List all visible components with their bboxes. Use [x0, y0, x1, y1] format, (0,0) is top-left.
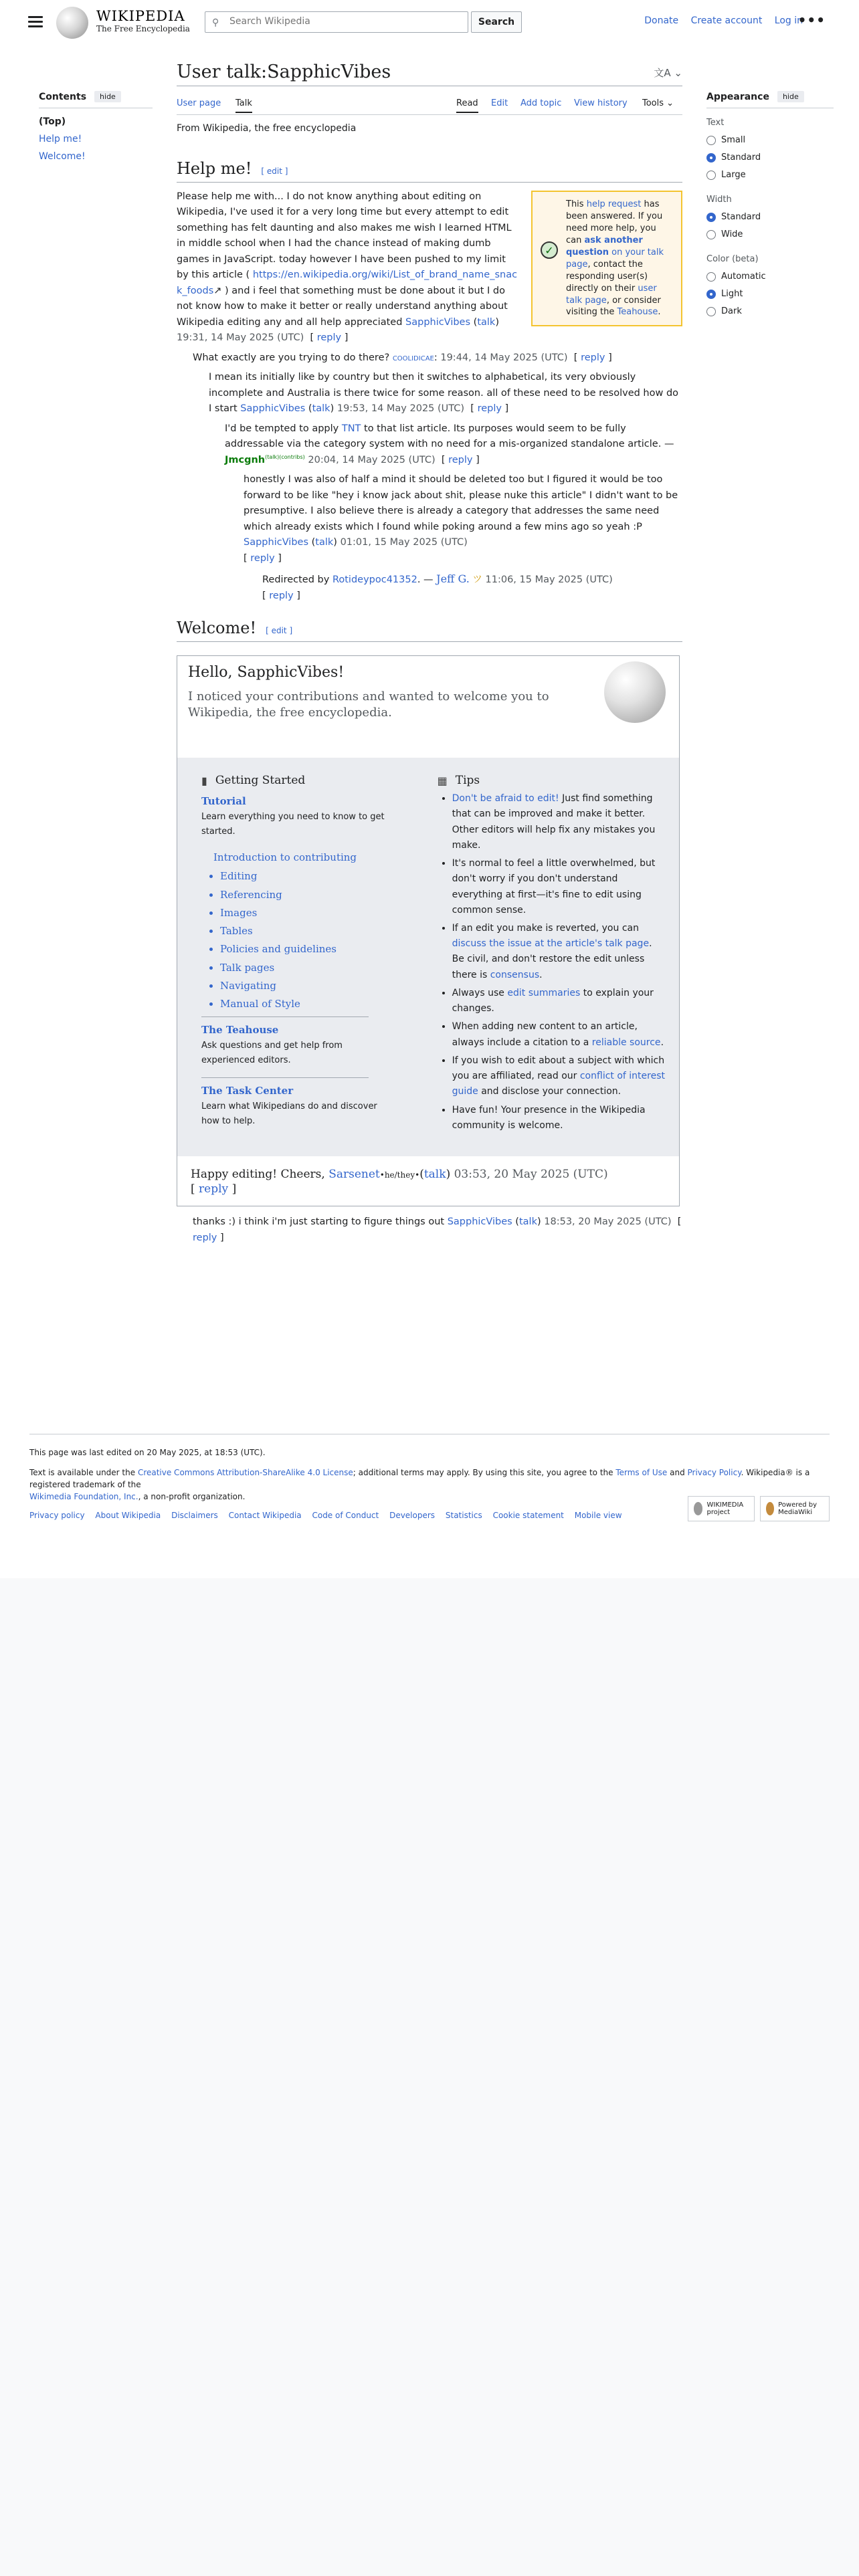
reliable-source-link[interactable]: reliable source: [591, 1037, 661, 1048]
tools-label: Tools: [642, 98, 664, 108]
wikipedia-wordmark[interactable]: [96, 8, 190, 33]
book-icon: ▮: [201, 774, 207, 787]
check-mark-icon: ✓: [541, 241, 558, 259]
chevron-down-icon: ⌄: [666, 98, 674, 108]
footer-link[interactable]: Mobile view: [574, 1511, 622, 1520]
task-center-link[interactable]: The Task Center: [201, 1084, 294, 1097]
getting-started-list: [201, 867, 397, 1013]
user-talk-page-link[interactable]: user talk page: [566, 283, 657, 306]
tab-tools[interactable]: [642, 98, 674, 108]
terms-link[interactable]: Terms of Use: [615, 1468, 668, 1477]
user-name: Jmcgnh: [225, 454, 266, 465]
timestamp: 18:53, 20 May 2025 (UTC): [544, 1216, 672, 1228]
ask-another-question-link[interactable]: ask another question: [566, 235, 643, 257]
tab-add-topic[interactable]: Add topic: [520, 98, 562, 108]
title-row: [177, 59, 682, 86]
footer-link[interactable]: Code of Conduct: [312, 1511, 379, 1520]
edit-summaries-link[interactable]: edit summaries: [507, 987, 581, 998]
divider: [201, 1016, 369, 1017]
tip-text: Just find something that can be improved and make it better. Other editors will help fix any mistakes you make.: [452, 793, 656, 851]
tip-text: Always use: [452, 987, 508, 998]
page-tabs: [177, 92, 682, 115]
list-item[interactable]: • Talk pages: [220, 959, 397, 977]
list-item[interactable]: • Navigating: [220, 977, 397, 995]
talk-superscript[interactable]: (talk): [265, 453, 280, 460]
toc-item-welcome[interactable]: Welcome!: [39, 151, 86, 162]
option-label: Standard: [721, 212, 761, 222]
comment-coolidicae: What exactly are you trying to do there? COOLIDICAE: 19:44, 14 May 2025 (UTC) [ reply ]: [193, 352, 612, 363]
text-size-small[interactable]: [706, 135, 834, 145]
logo-word: WIKIPEDIA: [96, 8, 185, 24]
list-item: [452, 791, 666, 853]
footer-text: and: [667, 1468, 688, 1477]
task-center-description: Learn what Wikipedians do and discover how to help.: [201, 1101, 377, 1126]
wmf-link[interactable]: Wikimedia Foundation, Inc.: [29, 1492, 138, 1501]
your-talk-page-link[interactable]: on your talk page: [566, 247, 664, 270]
footer-link[interactable]: Cookie statement: [492, 1511, 564, 1520]
list-item[interactable]: • Editing: [220, 867, 397, 885]
radio-button[interactable]: [706, 171, 716, 180]
comment-text: I'd be tempted to apply: [225, 423, 342, 434]
tab-user-page[interactable]: User page: [177, 98, 221, 108]
search-box[interactable]: [205, 11, 468, 33]
discuss-issue-link[interactable]: discuss the issue at the article's talk page: [452, 938, 650, 950]
books-icon: ▦: [437, 774, 448, 787]
user-link[interactable]: Jeff G.: [436, 572, 470, 586]
consensus-link[interactable]: consensus: [490, 969, 540, 980]
user-link[interactable]: SapphicVibes: [447, 1216, 512, 1228]
notice-text: , contact the responding user(s) directly on their: [566, 259, 648, 294]
logo-tagline: The Free Encyclopedia: [96, 24, 190, 33]
color-dark[interactable]: [706, 306, 834, 316]
width-label: Width: [706, 195, 732, 205]
welcome-closing: Happy editing! Cheers, Sarsenet•he/they•(talk) 03:53, 20 May 2025 (UTC) [ reply ]: [191, 1168, 608, 1196]
welcome-box: [177, 655, 680, 1206]
talk-link[interactable]: talk: [518, 1216, 537, 1228]
user-link[interactable]: SapphicVibes: [405, 316, 471, 328]
reply-link[interactable]: reply: [269, 590, 294, 601]
comment-text: Please help me with... I do not know anything about editing on Wikipedia, I've used it for a very long time but every attempt to edit something has felt daunting and also makes me wish I learned HTML in middle school when I had the chance instead of making dumb games in JavaScript. today however I have been pushed to my limit by this article (: [177, 191, 512, 281]
tips-list: [438, 791, 666, 1134]
list-item: [452, 921, 666, 983]
text-size-standard[interactable]: [706, 152, 834, 163]
comment-sapphicvibes-4: thanks :) i think i'm just starting to figure things out SapphicVibes (talk) 18:53, 20 May 2025 (UTC) [ reply ]: [193, 1216, 682, 1243]
list-item: [452, 1053, 666, 1100]
reply-link[interactable]: reply: [581, 352, 605, 363]
language-icon[interactable]: 文A ⌄: [654, 67, 682, 79]
list-item: • It's normal to feel a little overwhelmed, but don't worry if you don't understand everything at first—it's fine to edit using common sense.: [452, 856, 666, 918]
getting-started-column: [191, 774, 397, 1136]
reply-link[interactable]: reply: [199, 1182, 229, 1196]
heading-text: Help me!: [177, 159, 252, 178]
tips-header: [438, 774, 666, 787]
toc-item-help-me[interactable]: Help me!: [39, 134, 82, 144]
page-title: User talk:SapphicVibes: [177, 62, 391, 82]
notice-text: .: [658, 307, 661, 318]
radio-button-selected[interactable]: [706, 290, 716, 299]
footer-link[interactable]: Disclaimers: [171, 1511, 218, 1520]
option-label: Small: [721, 135, 746, 145]
teahouse-link[interactable]: Teahouse: [617, 307, 658, 318]
reply-link[interactable]: reply: [477, 403, 502, 415]
reply-link[interactable]: reply: [193, 1232, 217, 1243]
more-options-icon[interactable]: •••: [797, 12, 826, 28]
table-of-contents: [39, 91, 153, 162]
tips-column: [438, 774, 666, 1136]
powered-by-mediawiki-badge[interactable]: [760, 1496, 830, 1521]
radio-button[interactable]: [706, 307, 716, 316]
tip-text: .: [660, 1037, 664, 1048]
help-request-notice: [531, 191, 682, 326]
welcome-header: [177, 656, 679, 758]
heading-text: Welcome!: [177, 619, 257, 638]
color-automatic[interactable]: [706, 272, 834, 282]
teahouse-link[interactable]: The Teahouse: [201, 1023, 279, 1036]
appearance-title: Appearance: [706, 91, 769, 102]
welcome-columns: [177, 758, 679, 1156]
introduction-link[interactable]: Introduction to contributing: [213, 851, 357, 864]
tip-text: to explain your changes.: [452, 987, 654, 1014]
list-item: • Have fun! Your presence in the Wikipedia community is welcome.: [452, 1103, 666, 1134]
log-in-link[interactable]: Log in: [774, 15, 803, 26]
notice-text: This: [566, 199, 587, 209]
comment-text: Redirected by: [262, 574, 332, 586]
getting-started-header: [201, 774, 397, 787]
radio-button-selected[interactable]: [706, 153, 716, 163]
option-label: Standard: [721, 152, 761, 163]
comment-text: What exactly are you trying to do there?: [193, 352, 393, 363]
radio-button-selected[interactable]: [706, 213, 716, 222]
list-item: [452, 986, 666, 1016]
search-input[interactable]: [228, 15, 458, 27]
main-content: [177, 59, 682, 1246]
width-standard[interactable]: [706, 212, 834, 222]
tnt-link[interactable]: TNT: [341, 423, 361, 434]
tab-read[interactable]: Read: [456, 98, 478, 113]
radio-button[interactable]: [706, 136, 716, 145]
option-label: Large: [721, 170, 746, 180]
comment-text: honestly I was also of half a mind it should be deleted too but I figured it would be too forward to be like "hey i know jack about shit, please nuke this article" I didn't want to be presumptive. I also believe there is already a category that addresses the same need which already exists which I found while poking around a few mins ago so yeah :P: [244, 474, 678, 532]
external-article-link[interactable]: https://en.wikipedia.org/wiki/List_of_brand_name_snack_foods: [177, 270, 518, 296]
option-label: Wide: [721, 229, 743, 239]
text-size-label: Text: [706, 118, 725, 128]
comment-text: thanks :) i think i'm just starting to figure things out: [193, 1216, 448, 1228]
donate-link[interactable]: Donate: [644, 15, 679, 26]
talk-link[interactable]: talk: [477, 316, 496, 328]
timestamp: 01:01, 15 May 2025 (UTC): [340, 537, 468, 548]
footer-text: , a non-profit organization.: [138, 1492, 246, 1501]
footer-link[interactable]: Contact Wikipedia: [228, 1511, 302, 1520]
reply-link[interactable]: reply: [316, 332, 342, 344]
talk-link[interactable]: talk: [315, 537, 334, 548]
badge-text: Powered by MediaWiki: [778, 1501, 818, 1516]
color-light[interactable]: [706, 289, 834, 299]
reply-link[interactable]: reply: [250, 552, 275, 564]
comment-jmcgnh: I'd be tempted to apply TNT to that list article. Its purposes would seem to be fully addressable via the category system with no need for a mis-organized standalone article. — Jmcgnh$^{(talk)(contribs)}$ 20:04, 14 May 2025 (UTC) [ reply ]: [225, 423, 674, 465]
tab-view-history[interactable]: View history: [574, 98, 628, 108]
list-item[interactable]: • Referencing: [220, 886, 397, 904]
talk-link[interactable]: talk: [312, 403, 330, 415]
notice-text: , or consider visiting the: [566, 295, 661, 318]
timestamp: 03:53, 20 May 2025 (UTC): [454, 1168, 608, 1182]
site-header: [0, 0, 859, 44]
user-link[interactable]: SapphicVibes: [240, 403, 306, 415]
toc-item-top[interactable]: (Top): [39, 116, 66, 127]
list-item[interactable]: • Tables: [220, 922, 397, 940]
user-link[interactable]: Sarsenet: [328, 1168, 380, 1182]
personal-tools: [635, 15, 803, 26]
footer-text: . Wikipedia® is a registered trademark of the: [29, 1468, 810, 1489]
site-footer: [29, 1434, 830, 1520]
teahouse-description: Ask questions and get help from experienced editors.: [201, 1040, 343, 1065]
external-link-icon: ↗: [213, 285, 222, 296]
contribs-superscript[interactable]: (contribs): [279, 453, 305, 460]
option-label: Dark: [721, 306, 742, 316]
license-link[interactable]: Creative Commons Attribution-ShareAlike 4.0 License: [137, 1468, 353, 1477]
conflict-of-interest-link[interactable]: conflict of interest guide: [452, 1071, 665, 1097]
option-label: Light: [721, 289, 743, 299]
tutorial-link[interactable]: Tutorial: [201, 795, 246, 808]
comment-sapphicvibes-3: honestly I was also of half a mind it should be deleted too but I figured it would be too forward to be like "hey i know jack about shit, please nuke this article" I didn't want to be presumptive. I also believe there is already a category that addresses the same need which already exists which I found while poking around a few mins ago so yeah :P SapphicVibes (talk) 01:01, 15 May 2025 (UTC) [ reply ]: [244, 474, 678, 564]
width-wide[interactable]: [706, 229, 834, 239]
user-link[interactable]: COOLIDICAE: [392, 354, 434, 362]
edit-section-link[interactable]: [ edit ]: [261, 167, 288, 176]
tip-text: If you wish to edit about a subject with which you are affiliated, read our: [452, 1055, 665, 1082]
toc-title: Contents: [39, 91, 87, 102]
timestamp: 19:44, 14 May 2025 (UTC): [440, 352, 568, 363]
notice-text: has been answered. If you need more help, you can: [566, 199, 663, 245]
appearance-panel: [706, 91, 834, 316]
privacy-policy-link[interactable]: Privacy Policy: [687, 1468, 741, 1477]
reply-link[interactable]: reply: [448, 454, 473, 465]
tip-text: When adding new content to an article, always include a citation to a: [452, 1021, 638, 1048]
search-button[interactable]: Search: [471, 11, 522, 33]
main-menu-icon[interactable]: [27, 13, 44, 29]
search-icon: ⚲: [212, 17, 219, 28]
list-item[interactable]: • Images: [220, 904, 397, 922]
tip-text: and disclose your connection.: [478, 1086, 622, 1097]
badge-text: WIKIMEDIA project: [706, 1501, 744, 1516]
welcome-intro: I noticed your contributions and wanted to welcome you to Wikipedia, the free encyclopedia.: [188, 689, 549, 720]
comment-text: ) and i feel that something must be done about it but I do not know how to make it better or really understand anything about Wikipedia editing any and all help appreciated: [177, 285, 508, 328]
tab-talk[interactable]: Talk: [235, 98, 252, 113]
wikimedia-logo-icon: [694, 1502, 702, 1515]
tip-text: If an edit you make is reverted, you can: [452, 922, 639, 934]
edit-section-link[interactable]: [ edit ]: [266, 626, 293, 636]
user-link[interactable]: [225, 455, 305, 465]
talk-link[interactable]: talk: [423, 1168, 446, 1182]
tab-edit[interactable]: Edit: [491, 98, 508, 108]
appearance-header: [706, 91, 834, 108]
tip-text: .: [539, 969, 543, 980]
signature-symbol: ツ: [469, 574, 486, 586]
wikimedia-project-badge[interactable]: [688, 1496, 755, 1521]
toc-header: [39, 91, 153, 108]
closing-text: Happy editing! Cheers,: [191, 1168, 329, 1182]
user-link[interactable]: Rotideypoc41352: [332, 574, 417, 586]
help-request-link[interactable]: help request: [586, 199, 642, 209]
comment-sapphicvibes-2: I mean its initially like by country but then it switches to alphabetical, its very obviously incomplete and Australia is there twice for some reason. all of these need to be resolved how do I start SapphicVibes (talk) 19:53, 14 May 2025 (UTC) [ reply ]: [209, 372, 679, 415]
timestamp: 11:06, 15 May 2025 (UTC): [485, 574, 613, 586]
appearance-hide-button[interactable]: hide: [777, 91, 804, 102]
section-heading-welcome: [177, 619, 682, 642]
comment-text: to that list article. Its purposes would seem to be fully addressable via the category system with no need for a mis-organized standalone article. —: [225, 423, 674, 450]
dont-be-afraid-link[interactable]: Don't be afraid to edit!: [452, 793, 559, 804]
comment-text: . —: [417, 574, 437, 586]
option-label: Automatic: [721, 272, 766, 282]
tip-text: . Be civil, and don't restore the edit unless there is: [452, 938, 652, 980]
divider: [201, 1077, 369, 1078]
radio-button[interactable]: [706, 230, 716, 239]
timestamp: 20:04, 14 May 2025 (UTC): [308, 454, 436, 465]
footer-link[interactable]: Developers: [389, 1511, 436, 1520]
list-item: [452, 1019, 666, 1050]
comment-redirect: Redirected by Rotideypoc41352. — Jeff G. ツ 11:06, 15 May 2025 (UTC) [ reply ]: [262, 572, 613, 601]
radio-button[interactable]: [706, 272, 716, 282]
comment-text: I mean its initially like by country but then it switches to alphabetical, its very obviously incomplete and Australia is there twice for some reason. all of these need to be resolved how do I start: [209, 372, 679, 415]
list-item[interactable]: • Policies and guidelines: [220, 940, 397, 958]
footer-link[interactable]: Statistics: [445, 1511, 482, 1520]
wikipedia-globe-icon: [604, 661, 666, 723]
from-wikipedia: From Wikipedia, the free encyclopedia: [177, 123, 357, 134]
user-link[interactable]: SapphicVibes: [244, 537, 308, 548]
list-item[interactable]: • Manual of Style: [220, 995, 397, 1013]
text-size-large[interactable]: [706, 170, 834, 180]
tutorial-description: Learn everything you need to know to get started.: [201, 812, 385, 837]
wikipedia-globe-logo[interactable]: [56, 7, 88, 39]
pronouns: •he/they•: [379, 1170, 420, 1180]
footer-text: Text is available under the: [29, 1468, 138, 1477]
last-edited: This page was last edited on 20 May 2025, at 18:53 (UTC).: [29, 1448, 266, 1457]
toc-hide-button[interactable]: hide: [94, 91, 121, 102]
welcome-greeting: Hello, SapphicVibes!: [188, 664, 345, 681]
mediawiki-logo-icon: [766, 1502, 774, 1515]
footer-link[interactable]: Privacy policy: [29, 1511, 85, 1520]
timestamp: 19:31, 14 May 2025 (UTC): [177, 332, 304, 344]
getting-started-title: Getting Started: [215, 774, 306, 788]
create-account-link[interactable]: Create account: [690, 15, 763, 26]
color-label: Color (beta): [706, 254, 759, 264]
section-heading-help-me: [177, 159, 682, 183]
tips-title: Tips: [455, 774, 480, 788]
footer-link[interactable]: About Wikipedia: [95, 1511, 161, 1520]
footer-text: ; additional terms may apply. By using this site, you agree to the: [353, 1468, 616, 1477]
comment-sapphicvibes-1: Please help me with... I do not know anything about editing on Wikipedia, I've used it for a very long time but every attempt to edit something has felt daunting and also makes me wish I learned HTML in middle school when I had the chance instead of making dumb games in JavaScript. today however I have been pushed to my limit by this article ( https://en.wikipedia.org/wiki/List_of_brand_name_snack_foods↗ ) and i feel that something must be done about it but I do not know how to make it better or really understand anything about Wikipedia editing any and all help appreciated SapphicVibes (talk) 19:31, 14 May 2025 (UTC) [ reply ]: [177, 191, 518, 344]
timestamp: 19:53, 14 May 2025 (UTC): [337, 403, 465, 415]
